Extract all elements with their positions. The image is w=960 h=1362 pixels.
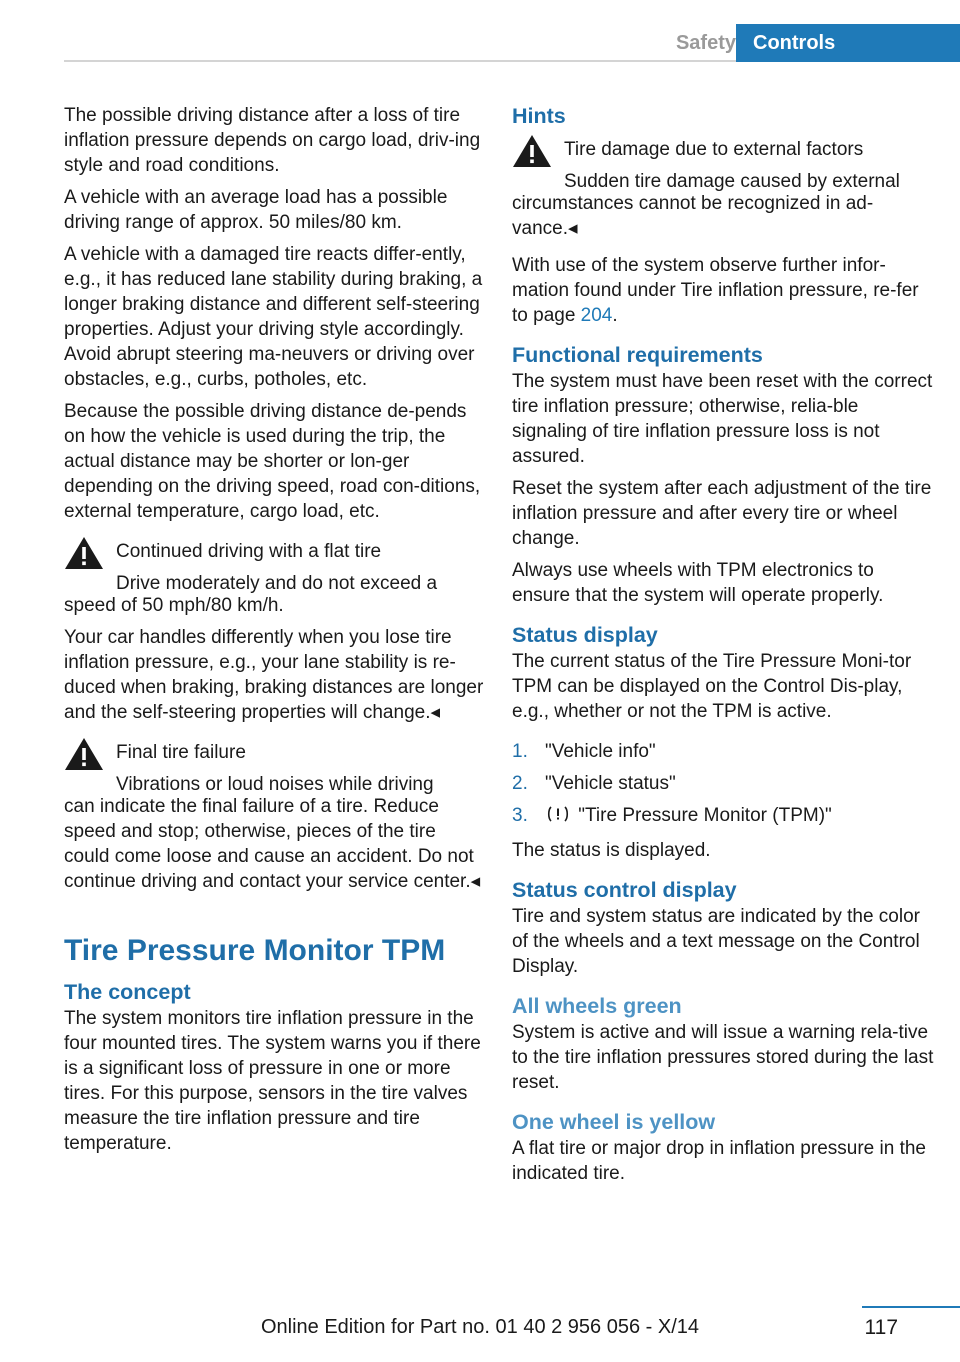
list-item: [512, 768, 936, 800]
paragraph-status-display: The current status of the Tire Pressure Moni-tor TPM can be displayed on the Control Dis-play, e.g., whether or not the TPM is active.: [512, 651, 912, 722]
paragraph-actual-distance: Because the possible driving distance de-pends on how the vehicle is used during the trip, the actual distance may be shorter or lon-ger depending on the driving speed, road con-ditions, external temperature, cargo load, etc.: [64, 401, 481, 522]
heading-status-display: Status display: [512, 623, 658, 647]
warning-text: speed of 50 mph/80 km/h.: [64, 595, 284, 616]
menu-path-vehicle-info: "Vehicle info": [545, 741, 656, 762]
header-section-controls[interactable]: Controls: [736, 24, 960, 62]
warning-text: circumstances cannot be recognized in ad-vance.◂: [512, 193, 874, 239]
paragraph-hints: With use of the system observe further infor-mation found under Tire inflation pressure, re-fer to page 204.: [512, 255, 919, 326]
warning-triangle-icon: [64, 737, 104, 771]
left-column: [64, 103, 484, 1163]
warning-title: Final tire failure: [116, 742, 246, 763]
list-item: [512, 736, 936, 768]
paragraph-status-shown: The status is displayed.: [512, 840, 711, 861]
menu-path-vehicle-status: "Vehicle status": [545, 773, 676, 794]
paragraph-reset-requirement: The system must have been reset with the correct tire inflation pressure; otherwise, relia-ble signaling of tire inflation pressure loss is not assured.: [512, 371, 933, 467]
paragraph-one-wheel-yellow: A flat tire or major drop in inflation pressure in the indicated tire.: [512, 1138, 926, 1184]
list-number: 3.: [512, 805, 528, 826]
heading-hints: Hints: [512, 104, 566, 128]
warning-continued-driving: [64, 536, 484, 618]
chapter-heading: Tire Pressure Monitor TPM: [64, 934, 446, 967]
edition-footer: Online Edition for Part no. 01 40 2 956 056 - X/14: [260, 1316, 700, 1338]
tire-pressure-warning-icon: [547, 805, 569, 823]
heading-one-wheel-yellow: One wheel is yellow: [512, 1110, 716, 1134]
heading-functional-requirements: Functional requirements: [512, 343, 763, 367]
warning-external-damage: [512, 134, 936, 241]
list-item: [512, 800, 936, 832]
paragraph-tpm-electronics: Always use wheels with TPM electronics to ensure that the system will operate properly.: [512, 560, 884, 606]
paragraph-damaged-tire: A vehicle with a damaged tire reacts differ-ently, e.g., it has reduced lane stability during braking, a longer braking distance and different self-steering properties. Adjust your driving style accordingly. Avoid abrupt steering ma-neuvers or driving over obstacles, e.g., curbs, potholes, etc.: [64, 244, 483, 390]
paragraph-handling: Your car handles differently when you lose tire inflation pressure, e.g., your lane stability is re-duced when braking, braking distances are longer and the self-steering properties will change.◂: [64, 627, 484, 723]
footer-rule: [862, 1306, 960, 1308]
paragraph-average-load: A vehicle with an average load has a possible driving range of approx. 50 miles/80 km.: [64, 187, 448, 233]
paragraph-status-control: Tire and system status are indicated by the color of the wheels and a text message on the Control Display.: [512, 906, 920, 977]
paragraph-reset-after-adjustment: Reset the system after each adjustment of the tire inflation pressure and after every tire or wheel change.: [512, 478, 932, 549]
warning-title: Tire damage due to external factors: [564, 139, 864, 160]
header-section-safety[interactable]: Safety: [675, 32, 736, 54]
warning-title: Continued driving with a flat tire: [116, 541, 382, 562]
warning-line: Sudden tire damage caused by external: [564, 171, 900, 192]
menu-path-tpm: "Tire Pressure Monitor (TPM)": [573, 805, 832, 826]
heading-concept: The concept: [64, 980, 191, 1004]
heading-status-control-display: Status control display: [512, 878, 737, 902]
warning-text: can indicate the final failure of a tire. Reduce speed and stop; otherwise, pieces of the tire could come loose and cause an accident. Do not continue driving and contact your service center.◂: [64, 796, 481, 892]
paragraph-driving-distance: The possible driving distance after a loss of tire inflation pressure depends on cargo load, driv-ing style and road conditions.: [64, 105, 481, 176]
warning-final-failure: [64, 737, 484, 894]
warning-line: Vibrations or loud noises while driving: [116, 774, 434, 795]
paragraph-concept: The system monitors tire inflation pressure in the four mounted tires. The system warns you if there is a significant loss of pressure in one or more tires. For this purpose, sensors in the tire valves measure the tire inflation pressure and tire temperature.: [64, 1008, 481, 1154]
heading-all-wheels-green: All wheels green: [512, 994, 682, 1018]
page-reference-link[interactable]: 204: [580, 305, 613, 326]
paragraph-all-wheels-green: System is active and will issue a warning rela-tive to the tire inflation pressures stored during the last reset.: [512, 1022, 934, 1093]
warning-triangle-icon: [512, 134, 552, 168]
warning-triangle-icon: [64, 536, 104, 570]
page-number: 117: [864, 1316, 898, 1339]
list-number: 1.: [512, 741, 528, 762]
right-column: [512, 103, 936, 1193]
list-number: 2.: [512, 773, 528, 794]
steps-list: [512, 736, 936, 832]
warning-line: Drive moderately and do not exceed a: [116, 573, 438, 594]
